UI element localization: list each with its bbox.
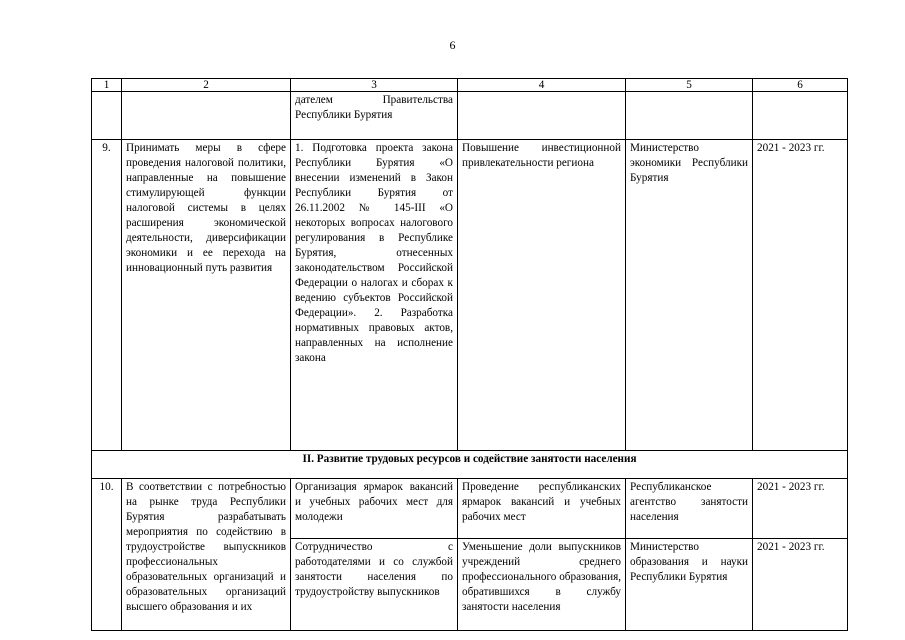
cell-empty bbox=[458, 92, 626, 140]
row-number: 10. bbox=[92, 479, 122, 631]
header-col-5: 5 bbox=[626, 79, 753, 92]
result-cell: Уменьшение доли выпускников учреждений среднего профессионального образования, обратившихся в службу занятости населения bbox=[458, 539, 626, 631]
task-cell: В соответствии с потребностью на рынке труда Республики Бурятия разрабатывать мероприятия по содействию в трудоустройстве выпускников профессиональных образовательных организаций и образовательных организаций высшего образования и их bbox=[122, 479, 291, 631]
continued-measure-cell: дателем Правительства Республики Бурятия bbox=[291, 92, 458, 140]
table-row-9 bbox=[92, 140, 848, 451]
table-row-continued bbox=[92, 92, 848, 140]
result-cell: Повышение инвестиционной привлекательности региона bbox=[458, 140, 626, 451]
measure-cell: Сотрудничество с работодателями и со службой занятости населения по трудоустройству выпускников bbox=[291, 539, 458, 631]
responsible-cell: Министерство экономики Республики Бурятия bbox=[626, 140, 753, 451]
responsible-cell: Министерство образования и науки Республики Бурятия bbox=[626, 539, 753, 631]
row-number: 9. bbox=[92, 140, 122, 451]
measure-cell: Организация ярмарок вакансий и учебных рабочих мест для молодежи bbox=[291, 479, 458, 539]
cell-empty bbox=[626, 92, 753, 140]
result-cell: Проведение республиканских ярмарок вакансий и учебных рабочих мест bbox=[458, 479, 626, 539]
table-row-10 bbox=[92, 479, 848, 539]
cell-empty bbox=[753, 92, 848, 140]
header-col-6: 6 bbox=[753, 79, 848, 92]
cell-empty bbox=[122, 92, 291, 140]
task-cell: Принимать меры в сфере проведения налоговой политики, направленные на повышение стимулирующей функции налоговой системы в целях расширения экономической деятельности, диверсификации экономики и ее перехода на инновационный путь развития bbox=[122, 140, 291, 451]
page-number: 6 bbox=[449, 38, 456, 52]
header-col-2: 2 bbox=[122, 79, 291, 92]
period-cell: 2021 - 2023 гг. bbox=[753, 539, 848, 631]
period-cell: 2021 - 2023 гг. bbox=[753, 140, 848, 451]
period-cell: 2021 - 2023 гг. bbox=[753, 479, 848, 539]
header-col-4: 4 bbox=[458, 79, 626, 92]
header-col-1: 1 bbox=[92, 79, 122, 92]
responsible-cell: Республиканское агентство занятости населения bbox=[626, 479, 753, 539]
section-title: II. Развитие трудовых ресурсов и содействие занятости населения bbox=[92, 451, 848, 479]
cell-empty bbox=[92, 92, 122, 140]
table-header-row bbox=[92, 79, 848, 92]
measure-cell: 1. Подготовка проекта закона Республики Бурятия «О внесении изменений в Закон Республики Бурятия от 26.11.2002 № 145-III «О некоторых вопросах налогового регулирования в Республике Бурятия, отнесенных законодательством Российской Федерации о налогах и сборах к ведению субъектов Российской Федерации». 2. Разработка нормативных правовых актов, направленных на исполнение закона bbox=[291, 140, 458, 451]
document-table bbox=[91, 78, 848, 631]
header-col-3: 3 bbox=[291, 79, 458, 92]
section-row bbox=[92, 451, 848, 479]
